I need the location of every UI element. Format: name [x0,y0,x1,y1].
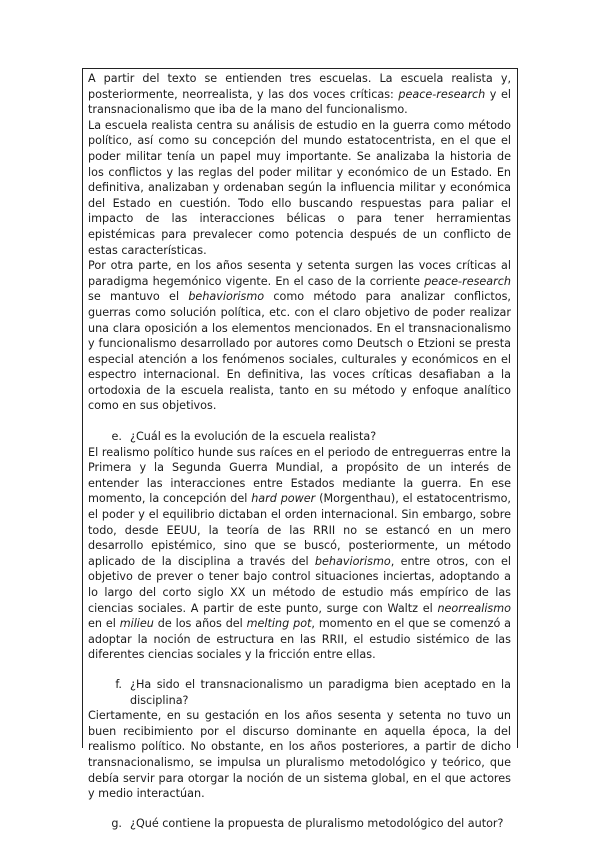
document-frame [82,68,518,830]
question-f [88,677,511,708]
question-e-label: e. [111,430,122,444]
question-g [88,816,511,832]
question-e-text: ¿Cuál es la evolución de la escuela realista? [130,430,377,444]
italic-term: milieu [119,617,154,631]
question-e [88,429,511,445]
italic-term: behaviorismo [314,554,391,568]
paragraph-critical-voices: Por otra parte, en los años sesenta y setenta surgen las voces críticas al paradigma hegemónico vigente. En el caso de la corriente peace-research se mantuvo el behaviorismo como método para analizar conflictos, guerras como solución política, etc. con el claro objetivo de poder realizar una clara oposición a los elementos mencionados. En el transnacionalismo y funcionalismo desarrollado por autores como Deutsch o Etzioni se presta especial atención a los fenómenos sociales, culturales y económicos en el espectro internacional. En definitiva, las voces críticas desafiaban a la ortodoxia de la escuela realista, tanto en su método y enfoque analítico como en sus objetivos. [88,259,511,413]
italic-term: hard power [251,492,316,506]
question-g-label: g. [111,816,122,830]
italic-term: melting pot [246,617,312,631]
italic-term: behaviorismo [188,290,265,304]
question-f-label: f. [115,677,122,691]
italic-term: peace-research [398,87,486,101]
italic-term: neorrealismo [437,601,511,615]
question-f-text: ¿Ha sido el transnacionalismo un paradigma bien aceptado en la disciplina? [130,677,511,707]
question-g-text: ¿Qué contiene la propuesta de pluralismo metodológico del autor? [130,816,504,830]
paragraph-schools: A partir del texto se entienden tres escuelas. La escuela realista y, posteriormente, neorrealista, y las dos voces críticas: peace-research y el transnacionalismo que iba de la mano del funcionalismo. [88,72,511,117]
answer-e: El realismo político hunde sus raíces en el periodo de entreguerras entre la Primera y la Segunda Guerra Mundial, a propósito de un interés de entender las interacciones entre Estados mediante la guerra. En ese momento, la concepción del hard power (Morgenthau), el estatocentrismo, el poder y el equilibrio dictaban el orden internacional. Sin embargo, sobre todo, desde EEUU, la teoría de las RRII no se estancó en un mero desarrollo epistémico, sino que se buscó, posteriormente, un método aplicado de la disciplina a través del behaviorismo, entre otros, con el objetivo de prever o tener bajo control situaciones inciertas, adoptando a lo largo del corto siglo XX un método de estudio más empírico de las ciencias sociales. A partir de este punto, surge con Waltz el neorrealismo en el milieu de los años del melting pot, momento en el que se comenzó a adoptar la noción de estructura en las RRII, el estudio sistémico de las diferentes ciencias sociales y la fricción entre ellas. [88,445,512,662]
answer-f: Ciertamente, en su gestación en los años sesenta y setenta no tuvo un buen recibimiento por el discurso dominante en aquella época, la del realismo político. No obstante, en los años posteriores, a partir de dicho transnacionalismo, se impulsa un pluralismo metodológico y teórico, que debía servir para otorgar la noción de un sistema global, en el que actores y medio interactúan. [88,709,511,801]
paragraph-realist-school: La escuela realista centra su análisis de estudio en la guerra como método político, así como su concepción del mundo estatocentrista, en el que el poder militar tenía un papel muy importante. Se analizaba la historia de los conflictos y las reglas del poder militar y económico de un Estado. En definitiva, analizaban y ordenaban según la influencia militar y económica del Estado en cuestión. Todo ello buscando respuestas para paliar el impacto de las interacciones bélicas o para tener herramientas epistémicas para prevalecer como potencia después de un conflicto de estas características. [88,118,511,257]
italic-term: peace-research [424,274,511,288]
